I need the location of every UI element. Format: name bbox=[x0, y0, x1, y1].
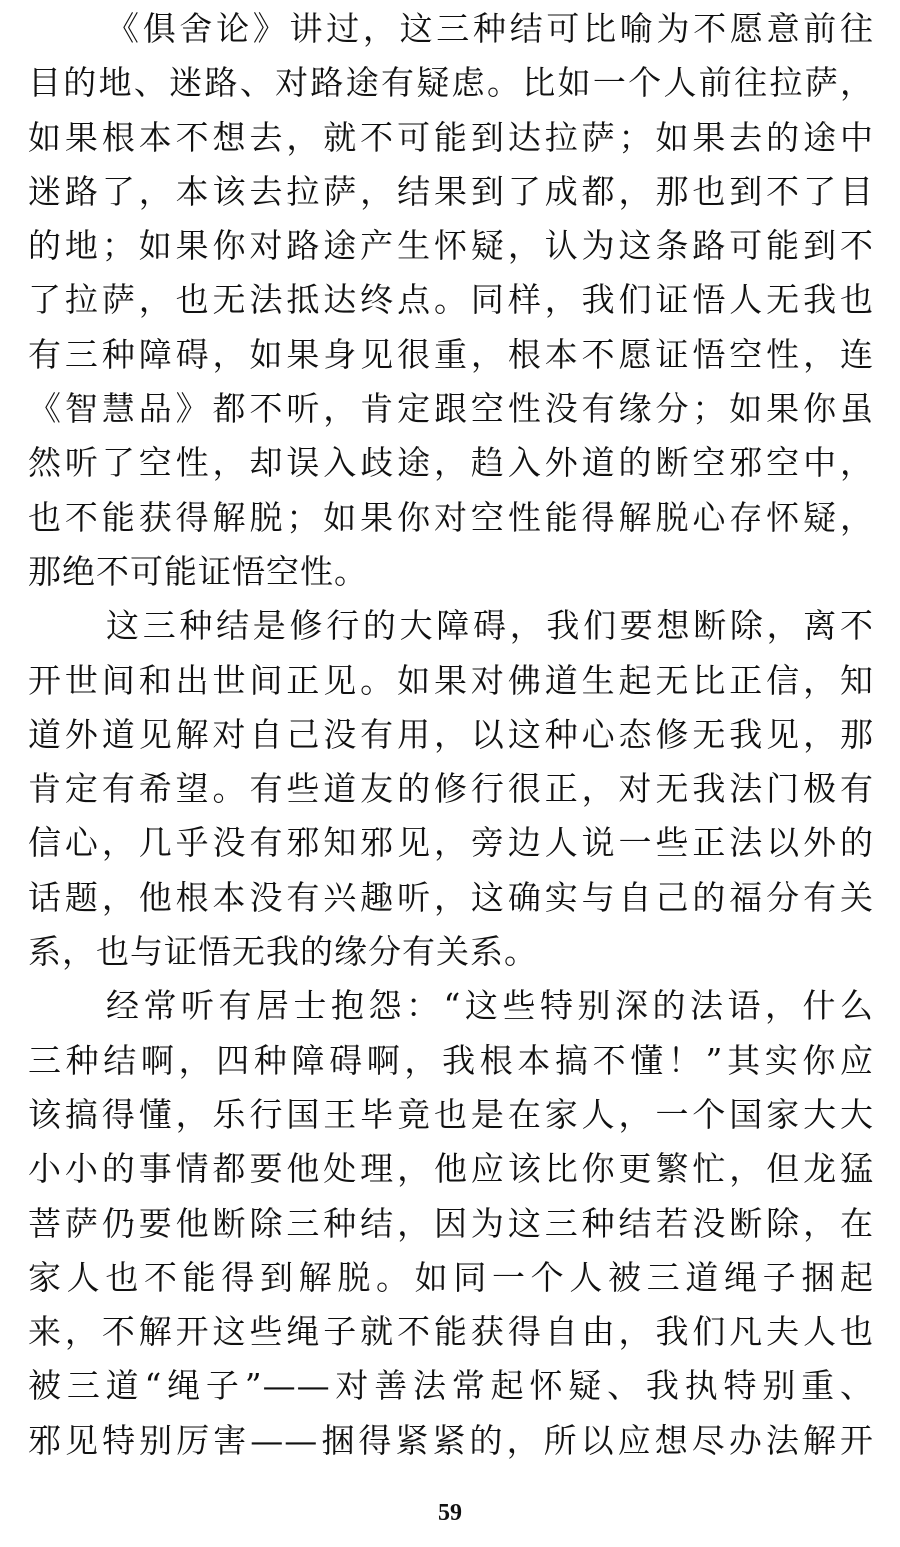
text-line: 道外道见解对自己没有用，以这种心态修无我见，那 bbox=[28, 714, 874, 754]
text-line: 《智慧品》都不听，肯定跟空性没有缘分；如果你虽 bbox=[28, 389, 874, 429]
text-line: 也不能获得解脱；如果你对空性能得解脱心存怀疑， bbox=[28, 497, 874, 537]
text-line: 那绝不可能证悟空性。 bbox=[28, 551, 368, 591]
page-body bbox=[28, 2, 874, 1468]
text-line: 来，不解开这些绳子就不能获得自由，我们凡夫人也 bbox=[28, 1312, 874, 1352]
text-line: 小小的事情都要他处理，他应该比你更繁忙，但龙猛 bbox=[28, 1149, 874, 1189]
text-line: 三种结啊，四种障碍啊，我根本搞不懂！”其实你应 bbox=[28, 1040, 874, 1080]
text-line: 该搞得懂，乐行国王毕竟也是在家人，一个国家大大 bbox=[28, 1094, 874, 1134]
text-line: 开世间和出世间正见。如果对佛道生起无比正信，知 bbox=[28, 660, 874, 700]
text-line: 邪见特别厉害——捆得紧紧的，所以应想尽办法解开 bbox=[28, 1420, 874, 1460]
text-line: 家人也不能得到解脱。如同一个人被三道绳子捆起 bbox=[28, 1257, 874, 1297]
text-line: 这三种结是修行的大障碍，我们要想断除，离不 bbox=[106, 606, 874, 646]
text-line: 话题，他根本没有兴趣听，这确实与自己的福分有关 bbox=[28, 877, 874, 917]
text-line: 的地；如果你对路途产生怀疑，认为这条路可能到不 bbox=[28, 226, 874, 266]
text-line: 被三道“绳子”——对善法常起怀疑、我执特别重、 bbox=[28, 1366, 874, 1406]
paragraph-2 bbox=[28, 599, 874, 979]
text-line: 《俱舍论》讲过，这三种结可比喻为不愿意前往 bbox=[106, 9, 874, 48]
text-line: 迷路了，本该去拉萨，结果到了成都，那也到不了目 bbox=[28, 171, 874, 211]
paragraph-1 bbox=[28, 2, 874, 599]
text-line: 目的地、迷路、对路途有疑虑。比如一个人前往拉萨， bbox=[28, 63, 874, 103]
text-line: 经常听有居士抱怨：“这些特别深的法语，什么 bbox=[106, 986, 874, 1026]
page-number: 59 bbox=[438, 1500, 462, 1526]
text-line: 如果根本不想去，就不可能到达拉萨；如果去的途中 bbox=[28, 117, 874, 157]
text-line: 菩萨仍要他断除三种结，因为这三种结若没断除，在 bbox=[28, 1203, 874, 1243]
text-line: 然听了空性，却误入歧途，趋入外道的断空邪空中， bbox=[28, 443, 874, 483]
text-line: 了拉萨，也无法抵达终点。同样，我们证悟人无我也 bbox=[28, 280, 874, 320]
text-line: 信心，几乎没有邪知邪见，旁边人说一些正法以外的 bbox=[28, 823, 874, 863]
text-line: 系，也与证悟无我的缘分有关系。 bbox=[28, 932, 538, 972]
text-line: 肯定有希望。有些道友的修行很正，对无我法门极有 bbox=[28, 769, 874, 809]
paragraph-3 bbox=[28, 979, 874, 1468]
text-line: 有三种障碍，如果身见很重，根本不愿证悟空性，连 bbox=[28, 334, 874, 374]
